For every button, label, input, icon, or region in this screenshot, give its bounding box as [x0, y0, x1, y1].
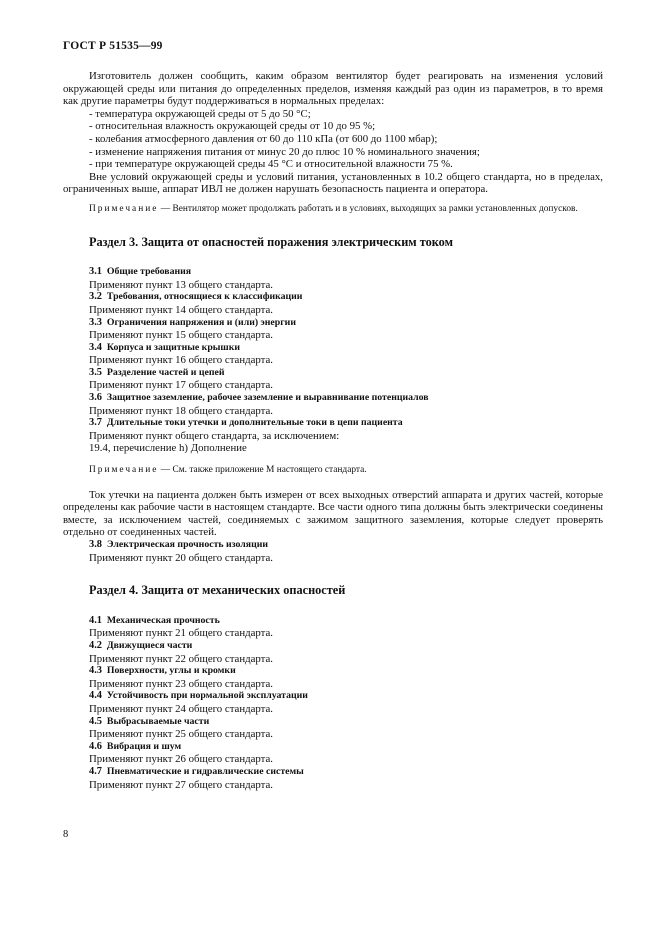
condition-list-item: - колебания атмосферного давления от 60 до 110 кПа (от 600 до 1100 мбар);: [89, 132, 438, 145]
clause: [63, 367, 603, 392]
clause-number: 4.4: [89, 690, 102, 702]
note-ventilator: [63, 204, 603, 216]
clause-title: Корпуса и защитные крышки: [106, 341, 240, 353]
clause-text: Применяют пункт 26 общего стандарта.: [89, 753, 274, 766]
clause-title: Движущиеся части: [106, 639, 193, 651]
clause-text: Применяют пункт 17 общего стандарта.: [89, 379, 274, 392]
clause-text: 19.4, перечисление h) Дополнение: [89, 442, 247, 455]
clause: [63, 665, 603, 690]
condition-list-item: - относительная влажность окружающей среды от 10 до 95 %;: [89, 120, 376, 133]
clause: [63, 317, 603, 342]
clause-title: Ограничения напряжения и (или) энергии: [106, 316, 296, 328]
clause: [63, 342, 603, 367]
clause-text: Применяют пункт 18 общего стандарта.: [89, 404, 274, 417]
clause-text: Применяют пункт 14 общего стандарта.: [89, 303, 274, 316]
clause: [63, 640, 603, 665]
clause: [63, 615, 603, 640]
clause-title: Поверхности, углы и кромки: [106, 665, 236, 677]
clause-title: Защитное заземление, рабочее заземление и выравнивание потенциалов: [106, 392, 429, 404]
clause-number: 3.2: [89, 291, 102, 303]
clause-title: Электрическая прочность изоляции: [106, 539, 269, 550]
clause-3-8: [63, 539, 603, 564]
clause: [63, 266, 603, 291]
clause-number: 3.6: [89, 392, 102, 404]
clause-3-7: [63, 417, 603, 455]
clause-text: Применяют пункт 22 общего стандарта.: [89, 652, 274, 665]
clause: [63, 741, 603, 766]
clause-number: 3.8: [89, 539, 102, 550]
clause-title: Механическая прочность: [106, 614, 220, 626]
intro-paragraph: Изготовитель должен сообщить, каким образом вентилятор будет реагировать на изменения условий окружающей среды или питания до определенных пределов, изменяя каждый раз один из параметров, в то время как другие параметры будут поддерживаться в нормальных пределах:: [63, 70, 603, 108]
clause-text: Применяют пункт 24 общего стандарта.: [89, 702, 274, 715]
note-text: — См. также приложение М настоящего стандарта.: [160, 465, 367, 476]
clause-text: Применяют пункт 21 общего стандарта.: [89, 627, 274, 640]
clause-number: 4.7: [89, 765, 102, 777]
conditions-paragraph: Вне условий окружающей среды и условий питания, установленных в 10.2 общего стандарта, но в пределах, ограниченных выше, аппарат ИВЛ не должен нарушать безопасность пациента и оператора.: [63, 170, 603, 196]
section-4-items: [63, 615, 603, 791]
clause-number: 3.3: [89, 316, 102, 328]
condition-list-item: - температура окружающей среды от 5 до 50 °С;: [89, 107, 311, 120]
note-text: — Вентилятор может продолжать работать и в условиях, выходящих за рамки установленных допусков.: [160, 203, 578, 214]
clause-title: Длительные токи утечки и дополнительные токи в цепи пациента: [106, 417, 403, 429]
section-4-title: Раздел 4. Защита от механических опасностей: [89, 583, 346, 598]
condition-list-item: - изменение напряжения питания от минус 20 до плюс 10 % номинального значения;: [89, 145, 480, 158]
note-label: Примечание: [89, 465, 159, 476]
clause-title: Общие требования: [106, 266, 192, 278]
clause-text: Применяют пункт 23 общего стандарта.: [89, 677, 274, 690]
condition-list-item: - при температуре окружающей среды 45 °С и относительной влажности 75 %.: [89, 158, 453, 171]
note-label: Примечание: [89, 203, 159, 214]
clause: [63, 392, 603, 417]
clause-text: Применяют пункт 27 общего стандарта.: [89, 778, 274, 791]
section-3-title: Раздел 3. Защита от опасностей поражения электрическим током: [89, 234, 453, 249]
section-3-items: [63, 266, 603, 417]
clause: [63, 716, 603, 741]
clause-number: 4.1: [89, 614, 102, 626]
clause: [63, 690, 603, 715]
clause-title: Пневматические и гидравлические системы: [106, 765, 304, 777]
clause-text: Применяют пункт общего стандарта, за исключением:: [89, 429, 340, 442]
clause-number: 3.4: [89, 341, 102, 353]
clause-text: Применяют пункт 20 общего стандарта.: [89, 551, 274, 564]
standard-header: ГОСТ Р 51535—99: [63, 40, 163, 52]
clause-number: 3.5: [89, 366, 102, 378]
clause-title: Вибрация и шум: [106, 740, 182, 752]
clause-number: 4.6: [89, 740, 102, 752]
clause-number: 3.1: [89, 266, 102, 278]
clause: [63, 766, 603, 791]
clause-title: Устойчивость при нормальной эксплуатации: [106, 690, 308, 702]
clause-title: Выбрасываемые части: [106, 715, 210, 727]
clause-number: 4.5: [89, 715, 102, 727]
note-appendix: [63, 465, 603, 477]
clause-number: 4.2: [89, 639, 102, 651]
clause-number: 4.3: [89, 665, 102, 677]
clause-text: Применяют пункт 13 общего стандарта.: [89, 278, 274, 291]
leakage-paragraph: Ток утечки на пациента должен быть измерен от всех выходных отверстий аппарата и других частей, которые определены как рабочие части в настоящем стандарте. Все части одного типа должны быть электрически соединены вместе, за исключением частей, соединяемых с зажимом защитного заземления, которые следует проверять отдельно от соединенных частей.: [63, 488, 603, 539]
page-body: [63, 70, 603, 791]
clause-text: Применяют пункт 15 общего стандарта.: [89, 329, 274, 342]
clause-title: Требования, относящиеся к классификации: [106, 291, 303, 303]
page-number: 8: [63, 829, 69, 840]
clause-text: Применяют пункт 25 общего стандарта.: [89, 728, 274, 741]
clause: [63, 291, 603, 316]
clause-text: Применяют пункт 16 общего стандарта.: [89, 354, 274, 367]
clause-number: 3.7: [89, 417, 102, 429]
clause-title: Разделение частей и цепей: [106, 366, 225, 378]
